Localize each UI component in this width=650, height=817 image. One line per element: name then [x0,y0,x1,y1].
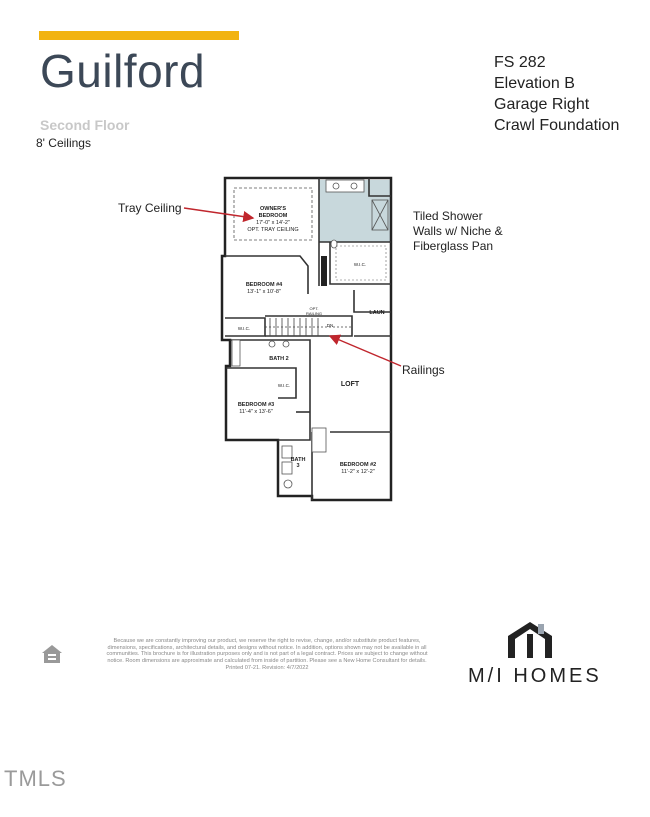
bedroom3-label: BEDROOM #3 [237,402,275,408]
shower-callout: Walls w/ Niche & [413,224,503,238]
floor-subtitle: Second Floor [40,117,130,133]
wic-label: W.I.C. [277,383,291,388]
bath2-label: BATH 2 [269,356,289,362]
bedroom3-dim: 11'-4" x 13'-6" [239,409,273,415]
equal-housing-icon [40,642,64,666]
legal-disclaimer: Because we are constantly improving our product, we reserve the right to revise, change, and/or substitute product features, dimensions, specifications, architectural details, and designs without notice. In addition, options shown may not be available in all communities. This brochure is for illustration purposes only and is not part of a legal contract. Prices are subject to change without notice. Room dimensions are approximate and calculated from inside of partition. Please see a New Home Consultant for details. Printed 07-21. Revision: 4/7/2022 [106,638,428,671]
spec-line: Garage Right [494,96,590,113]
spec-line: Crawl Foundation [494,117,620,134]
page-title: Guilford [40,45,206,97]
loft-label: LOFT [340,381,360,388]
owners-bedroom-option: OPT. TRAY CEILING [247,227,299,233]
shower-callout: Fiberglass Pan [413,239,494,253]
laundry-label: LAUN [369,310,385,316]
opt-railing-label: OPT. [309,306,319,311]
owners-bedroom-dim: 17'-0" x 14'-2" [256,220,290,226]
railings-callout: Railings [402,363,445,377]
opt-railing-label: RAILING [305,311,323,316]
bedroom2-dim: 11'-2" x 12'-2" [341,469,375,475]
bedroom4-dim: 13'-1" x 10'-8" [247,289,281,295]
brand-name: M/I HOMES [468,665,602,687]
tray-ceiling-callout: Tray Ceiling [118,201,182,215]
shower-callout: Tiled Shower [413,209,483,223]
stairs [265,318,352,336]
bedroom2-label: BEDROOM #2 [339,462,377,468]
spec-line: FS 282 [494,54,546,71]
wic-label: W.I.C. [237,326,251,331]
owners-bedroom-label: BEDROOM [258,213,288,219]
owners-bedroom-label: OWNER'S [259,206,287,212]
spec-line: Elevation B [494,75,575,92]
stairs-down-label: DN [326,323,334,328]
house-icon [505,620,555,660]
bedroom4-label: BEDROOM #4 [245,282,283,288]
wall-chase [321,256,327,286]
watermark: TMLS [4,766,67,791]
ceiling-height: 8' Ceilings [36,136,91,150]
tray-ceiling-arrow [184,208,253,218]
bath3-label: BATH [290,457,306,463]
wic-label: W.I.C. [353,262,367,267]
bath3-label: 3 [296,463,300,469]
